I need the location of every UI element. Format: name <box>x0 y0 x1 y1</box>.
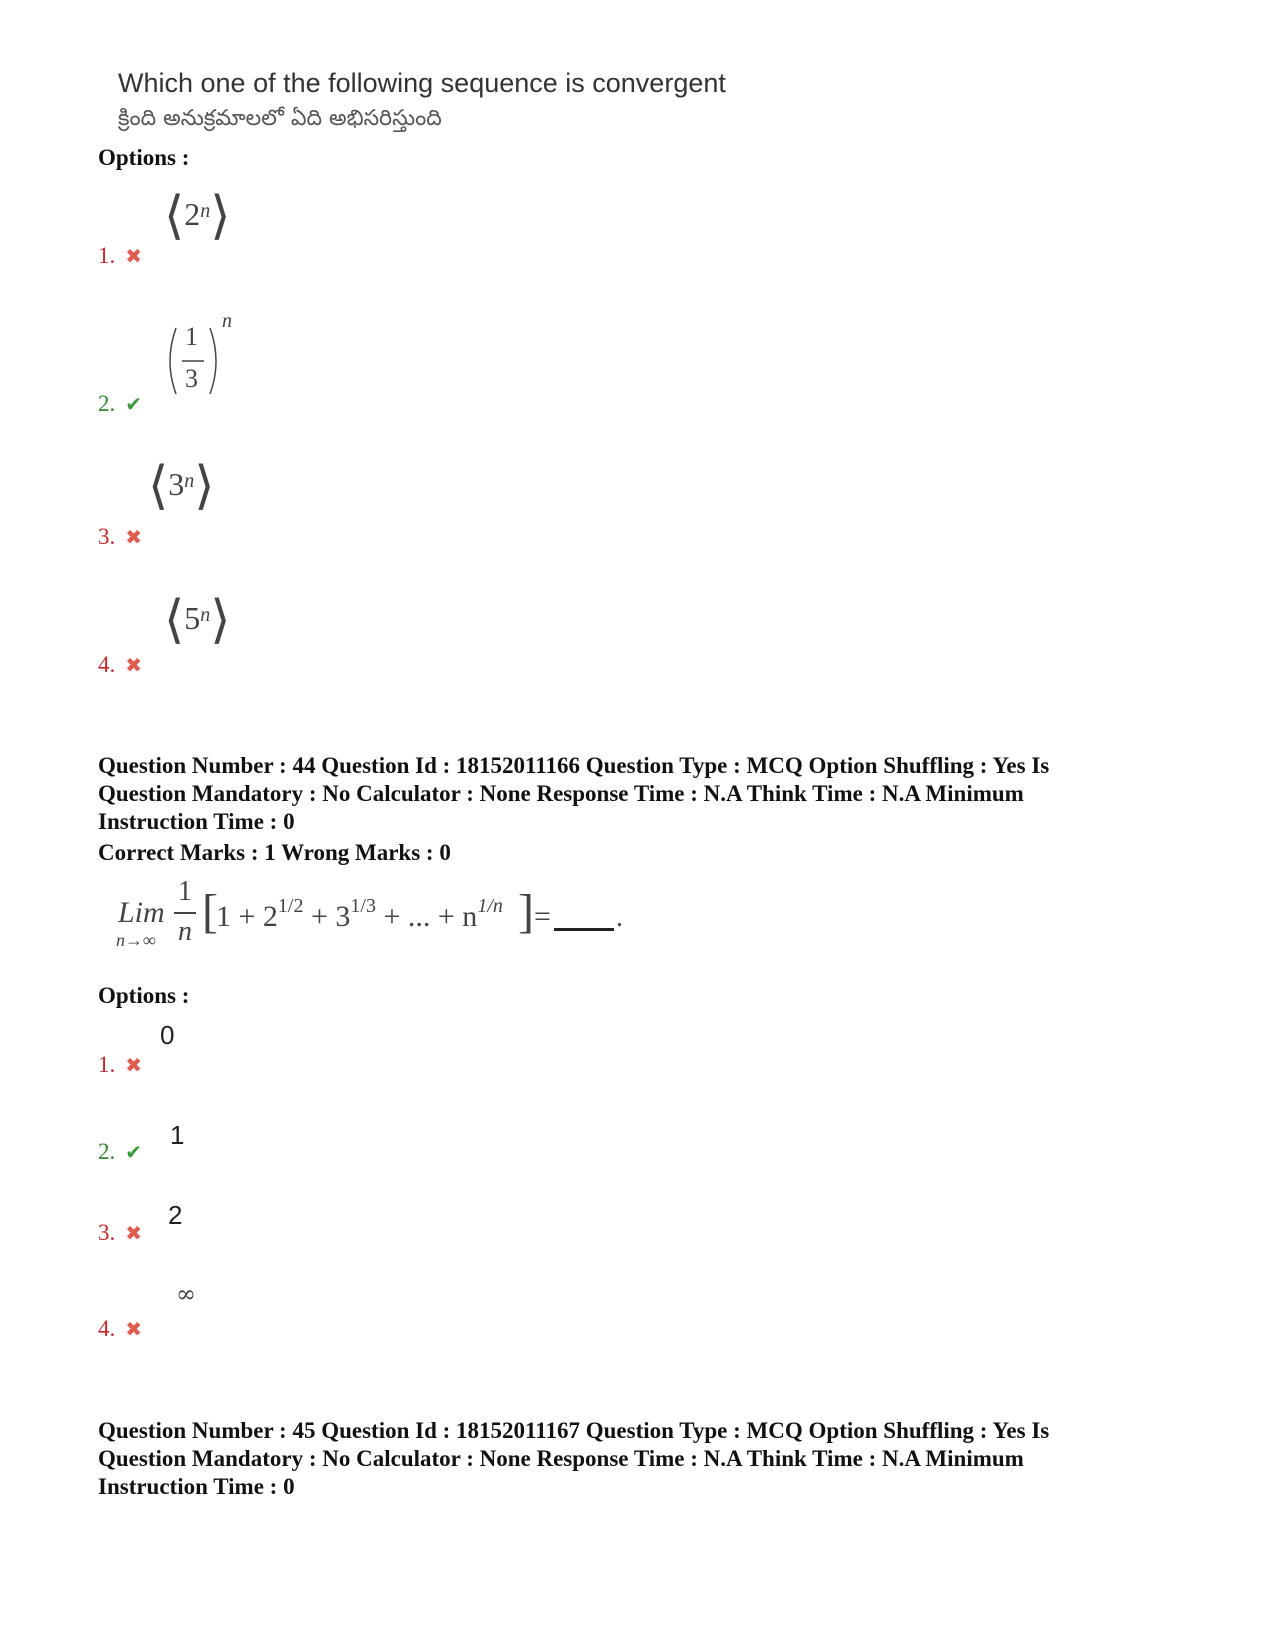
option-2-number: 2. ✔ <box>98 391 143 416</box>
options-label: Options : <box>98 145 190 170</box>
option-4-value: ∞ <box>176 1280 196 1308</box>
formula-lim-sub: n→∞ <box>116 930 156 950</box>
options-label: Options : <box>98 983 190 1008</box>
formula-blank <box>554 928 614 931</box>
question-text-english: Which one of the following sequence is convergent <box>118 68 726 98</box>
option-1-formula: ⟨2n⟩ <box>164 188 231 245</box>
option-4-number: 4. ✖ <box>98 1316 143 1341</box>
option-3-number: 3. ✖ <box>98 1220 143 1245</box>
cross-icon: ✖ <box>125 1317 143 1341</box>
formula-equals: = <box>534 900 551 933</box>
option-3-base: 3 <box>168 466 185 502</box>
option-3-exponent: n <box>184 470 195 492</box>
formula-term-1: 1 + 2 <box>216 900 278 933</box>
formula-period: . <box>616 902 623 933</box>
cross-icon: ✖ <box>125 1053 143 1077</box>
option-1-exponent: n <box>200 200 211 222</box>
option-4-exponent: n <box>200 604 211 626</box>
formula-exp-2: 1/3 <box>350 895 376 917</box>
cross-icon: ✖ <box>125 653 143 677</box>
question-44-marks: Correct Marks : 1 Wrong Marks : 0 <box>98 840 451 865</box>
option-4-number: 4. ✖ <box>98 652 143 677</box>
cross-icon: ✖ <box>125 525 143 549</box>
question-text-telugu: క్రింది అనుక్రమాలలో ఏది అభిసరిస్తుంది <box>118 106 442 131</box>
option-2-denominator: 3 <box>185 364 198 393</box>
option-3-formula: ⟨3n⟩ <box>148 458 215 515</box>
option-1-number: 1. ✖ <box>98 243 143 268</box>
option-2-value: 1 <box>170 1120 185 1150</box>
formula-frac-denominator: n <box>178 916 192 947</box>
formula-exp-3: 1/n <box>477 895 503 917</box>
cross-icon: ✖ <box>125 1221 143 1245</box>
option-3-number: 3. ✖ <box>98 524 143 549</box>
question-44-formula: Lim n→∞ 1 n [ $1 + 2^{1/2} + 3^{1/3}$ + ... + $n^{1/n}$ ] = . <box>116 876 623 950</box>
option-2-exponent: n <box>222 310 232 332</box>
formula-term-2: + 3 <box>303 900 351 933</box>
option-1-value: 0 <box>160 1020 175 1050</box>
option-3-value: 2 <box>168 1200 183 1230</box>
formula-term-3: + ... + n <box>375 900 478 933</box>
question-44-meta: Question Number : 44 Question Id : 18152011166 Question Type : MCQ Option Shuffling : Yes Is Question Mandatory : No Calculator : None Response Time : N.A Think Time : N.A Minimum Instruction Time : 0 <box>98 753 1050 834</box>
option-2-formula <box>164 310 244 406</box>
option-1-number: 1. ✖ <box>98 1052 143 1077</box>
formula-frac-numerator: 1 <box>178 876 192 907</box>
question-45-meta: Question Number : 45 Question Id : 18152011167 Question Type : MCQ Option Shuffling : Yes Is Question Mandatory : No Calculator : None Response Time : N.A Think Time : N.A Minimum Instruction Time : 0 <box>98 1418 1050 1499</box>
option-4-base: 5 <box>184 600 201 636</box>
option-2-number: 2. ✔ <box>98 1139 143 1164</box>
formula-lim: Lim <box>118 896 165 929</box>
check-icon: ✔ <box>125 1140 143 1164</box>
option-2-numerator: 1 <box>185 322 198 351</box>
formula-exp-1: 1/2 <box>277 895 304 917</box>
option-4-formula: ⟨5n⟩ <box>164 592 231 649</box>
cross-icon: ✖ <box>125 244 143 268</box>
option-1-base: 2 <box>184 196 201 232</box>
check-icon: ✔ <box>125 392 143 416</box>
